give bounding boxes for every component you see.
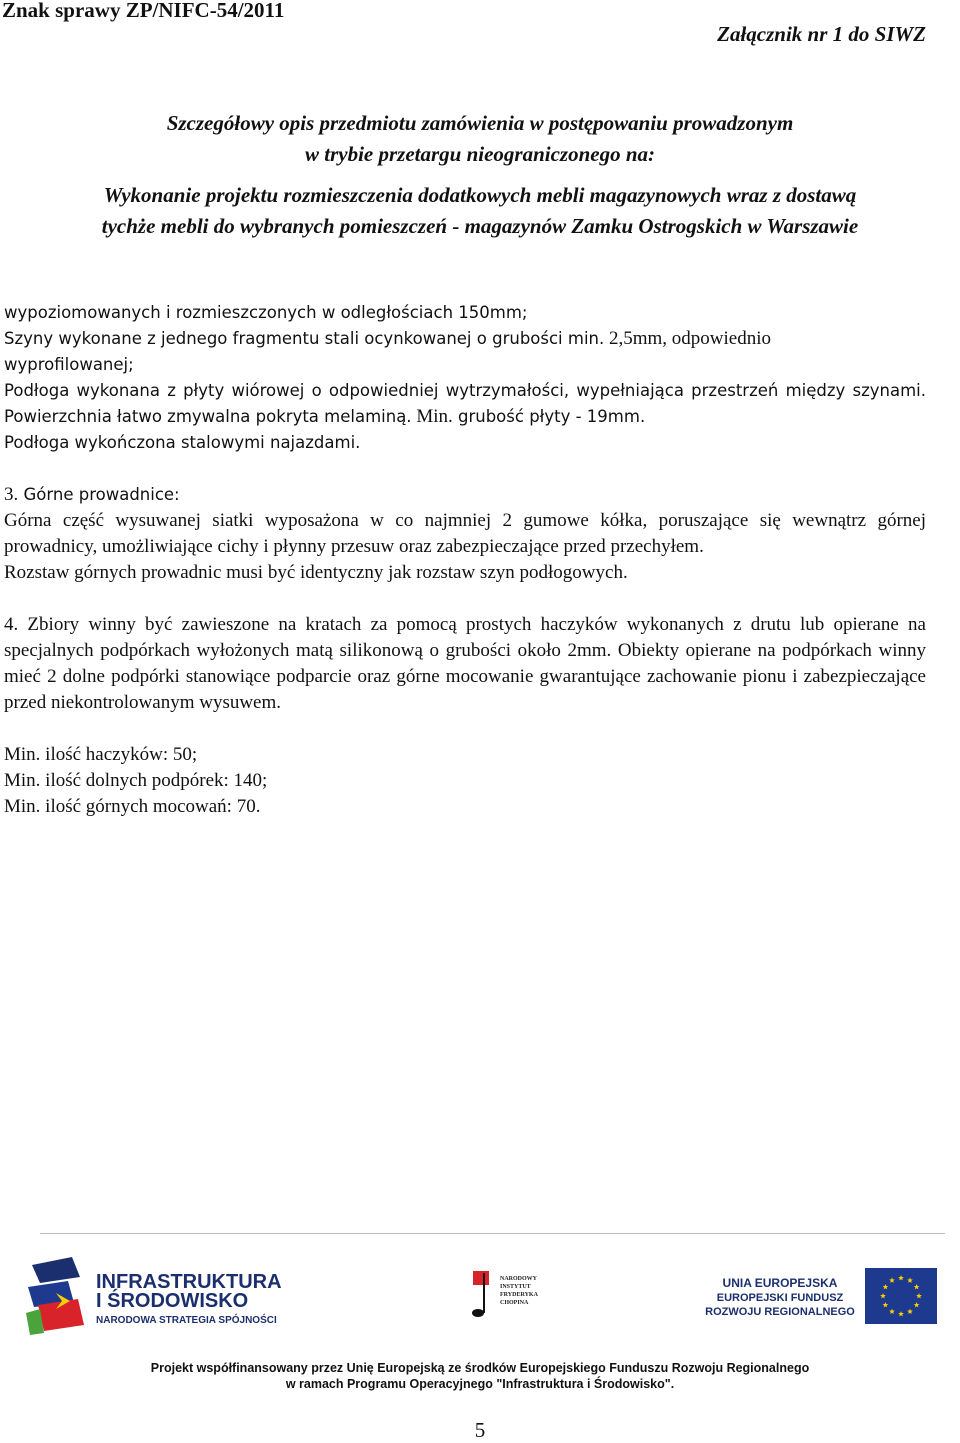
paragraph: Górna część wysuwanej siatki wyposażona w co najmniej 2 gumowe kółka, poruszające się wewnątrz górnej prowadnicy, umożliwiające cichy i płynny przesuw oraz zabezpieczające przed przechyłem.	[4, 510, 926, 557]
logo-text: NARODOWA STRATEGIA SPÓJNOŚCI	[96, 1315, 277, 1326]
body-text	[4, 300, 926, 820]
logo-text: CHOPINA	[500, 1300, 529, 1306]
paragraph: Rozstaw górnych prowadnic musi być identyczny jak rozstaw szyn podłogowych.	[4, 562, 628, 583]
logo-text: INSTYTUT	[500, 1284, 531, 1290]
title-line: Szczegółowy opis przedmiotu zamówienia w postępowaniu prowadzonym	[166, 111, 794, 135]
logo-text: NARODOWY	[500, 1276, 537, 1282]
footer-divider	[40, 1233, 945, 1234]
logo-text: INFRASTRUKTURA	[96, 1271, 282, 1293]
title-line: w trybie przetargu nieograniczonego na:	[304, 142, 656, 166]
nifc-logo	[470, 1265, 550, 1325]
title-line: Wykonanie projektu rozmieszczenia dodatkowych mebli magazynowych wraz z dostawą	[103, 183, 857, 207]
paragraph: 4. Zbiory winny być zawieszone na kratach za pomocą prostych haczyków wykonanych z drutu lub opierane na specjalnych podpórkach wyłożonych matą silikonową o grubości około 2mm. Obiekty opierane na podpórkach winny mieć 2 dolne podpórki stanowiące podparcie oraz górne mocowanie gwarantujące zachowanie pionu i zabezpieczające przed niekontrolowanym wysuwem.	[4, 614, 926, 713]
logo-text: I ŚRODOWISKO	[96, 1290, 249, 1312]
funding-line: Projekt współfinansowany przez Unię Europejską ze środków Europejskiego Funduszu Rozwoju Regionalnego	[150, 1361, 810, 1375]
list-item: Min. ilość haczyków: 50;	[4, 744, 198, 765]
paragraph: Podłoga wykonana z płyty wiórowej o odpowiedniej wytrzymałości, wypełniająca przestrzeń między szynami. Powierzchnia łatwo zmywalna pokryta melaminą. Min. grubość płyty - 19mm. Podłoga wykończona stalowymi najazdami.	[4, 381, 926, 452]
case-number: Znak sprawy ZP/NIFC-54/2011	[2, 0, 285, 22]
subject-title	[0, 180, 960, 242]
eu-flag-icon	[865, 1268, 937, 1324]
paragraph: wypoziomowanych i rozmieszczonych w odległościach 150mm;	[4, 303, 528, 322]
annex-label: Załącznik nr 1 do SIWZ	[717, 22, 926, 46]
logo-text: ROZWOJU REGIONALNEGO	[705, 1306, 855, 1318]
section-heading: 3. Górne prowadnice:	[4, 484, 180, 505]
title-line: tychże mebli do wybranych pomieszczeń - magazynów Zamku Ostrogskich w Warszawie	[101, 214, 859, 238]
logo-text: EUROPEJSKI FUNDUSZ	[716, 1292, 844, 1304]
cohesion-emblem-icon	[26, 1255, 88, 1335]
paragraph: Szyny wykonane z jednego fragmentu stali ocynkowanej o grubości min. 2,5mm, odpowiednio wyprofilowanej;	[4, 328, 772, 374]
project-funding-note	[0, 1360, 960, 1392]
eu-logo	[700, 1268, 940, 1328]
music-note-icon	[470, 1265, 498, 1321]
logo-text: UNIA EUROPEJSKA	[722, 1276, 838, 1290]
infrastruktura-logo	[26, 1255, 316, 1335]
list-item: Min. ilość dolnych podpórek: 140;	[4, 770, 268, 791]
list-item: Min. ilość górnych mocowań: 70.	[4, 796, 261, 817]
document-title	[0, 108, 960, 170]
page-number: 5	[474, 1418, 486, 1442]
logo-text: FRYDERYKA	[500, 1292, 538, 1298]
funding-line: w ramach Programu Operacyjnego "Infrastruktura i Środowisko".	[285, 1377, 675, 1391]
